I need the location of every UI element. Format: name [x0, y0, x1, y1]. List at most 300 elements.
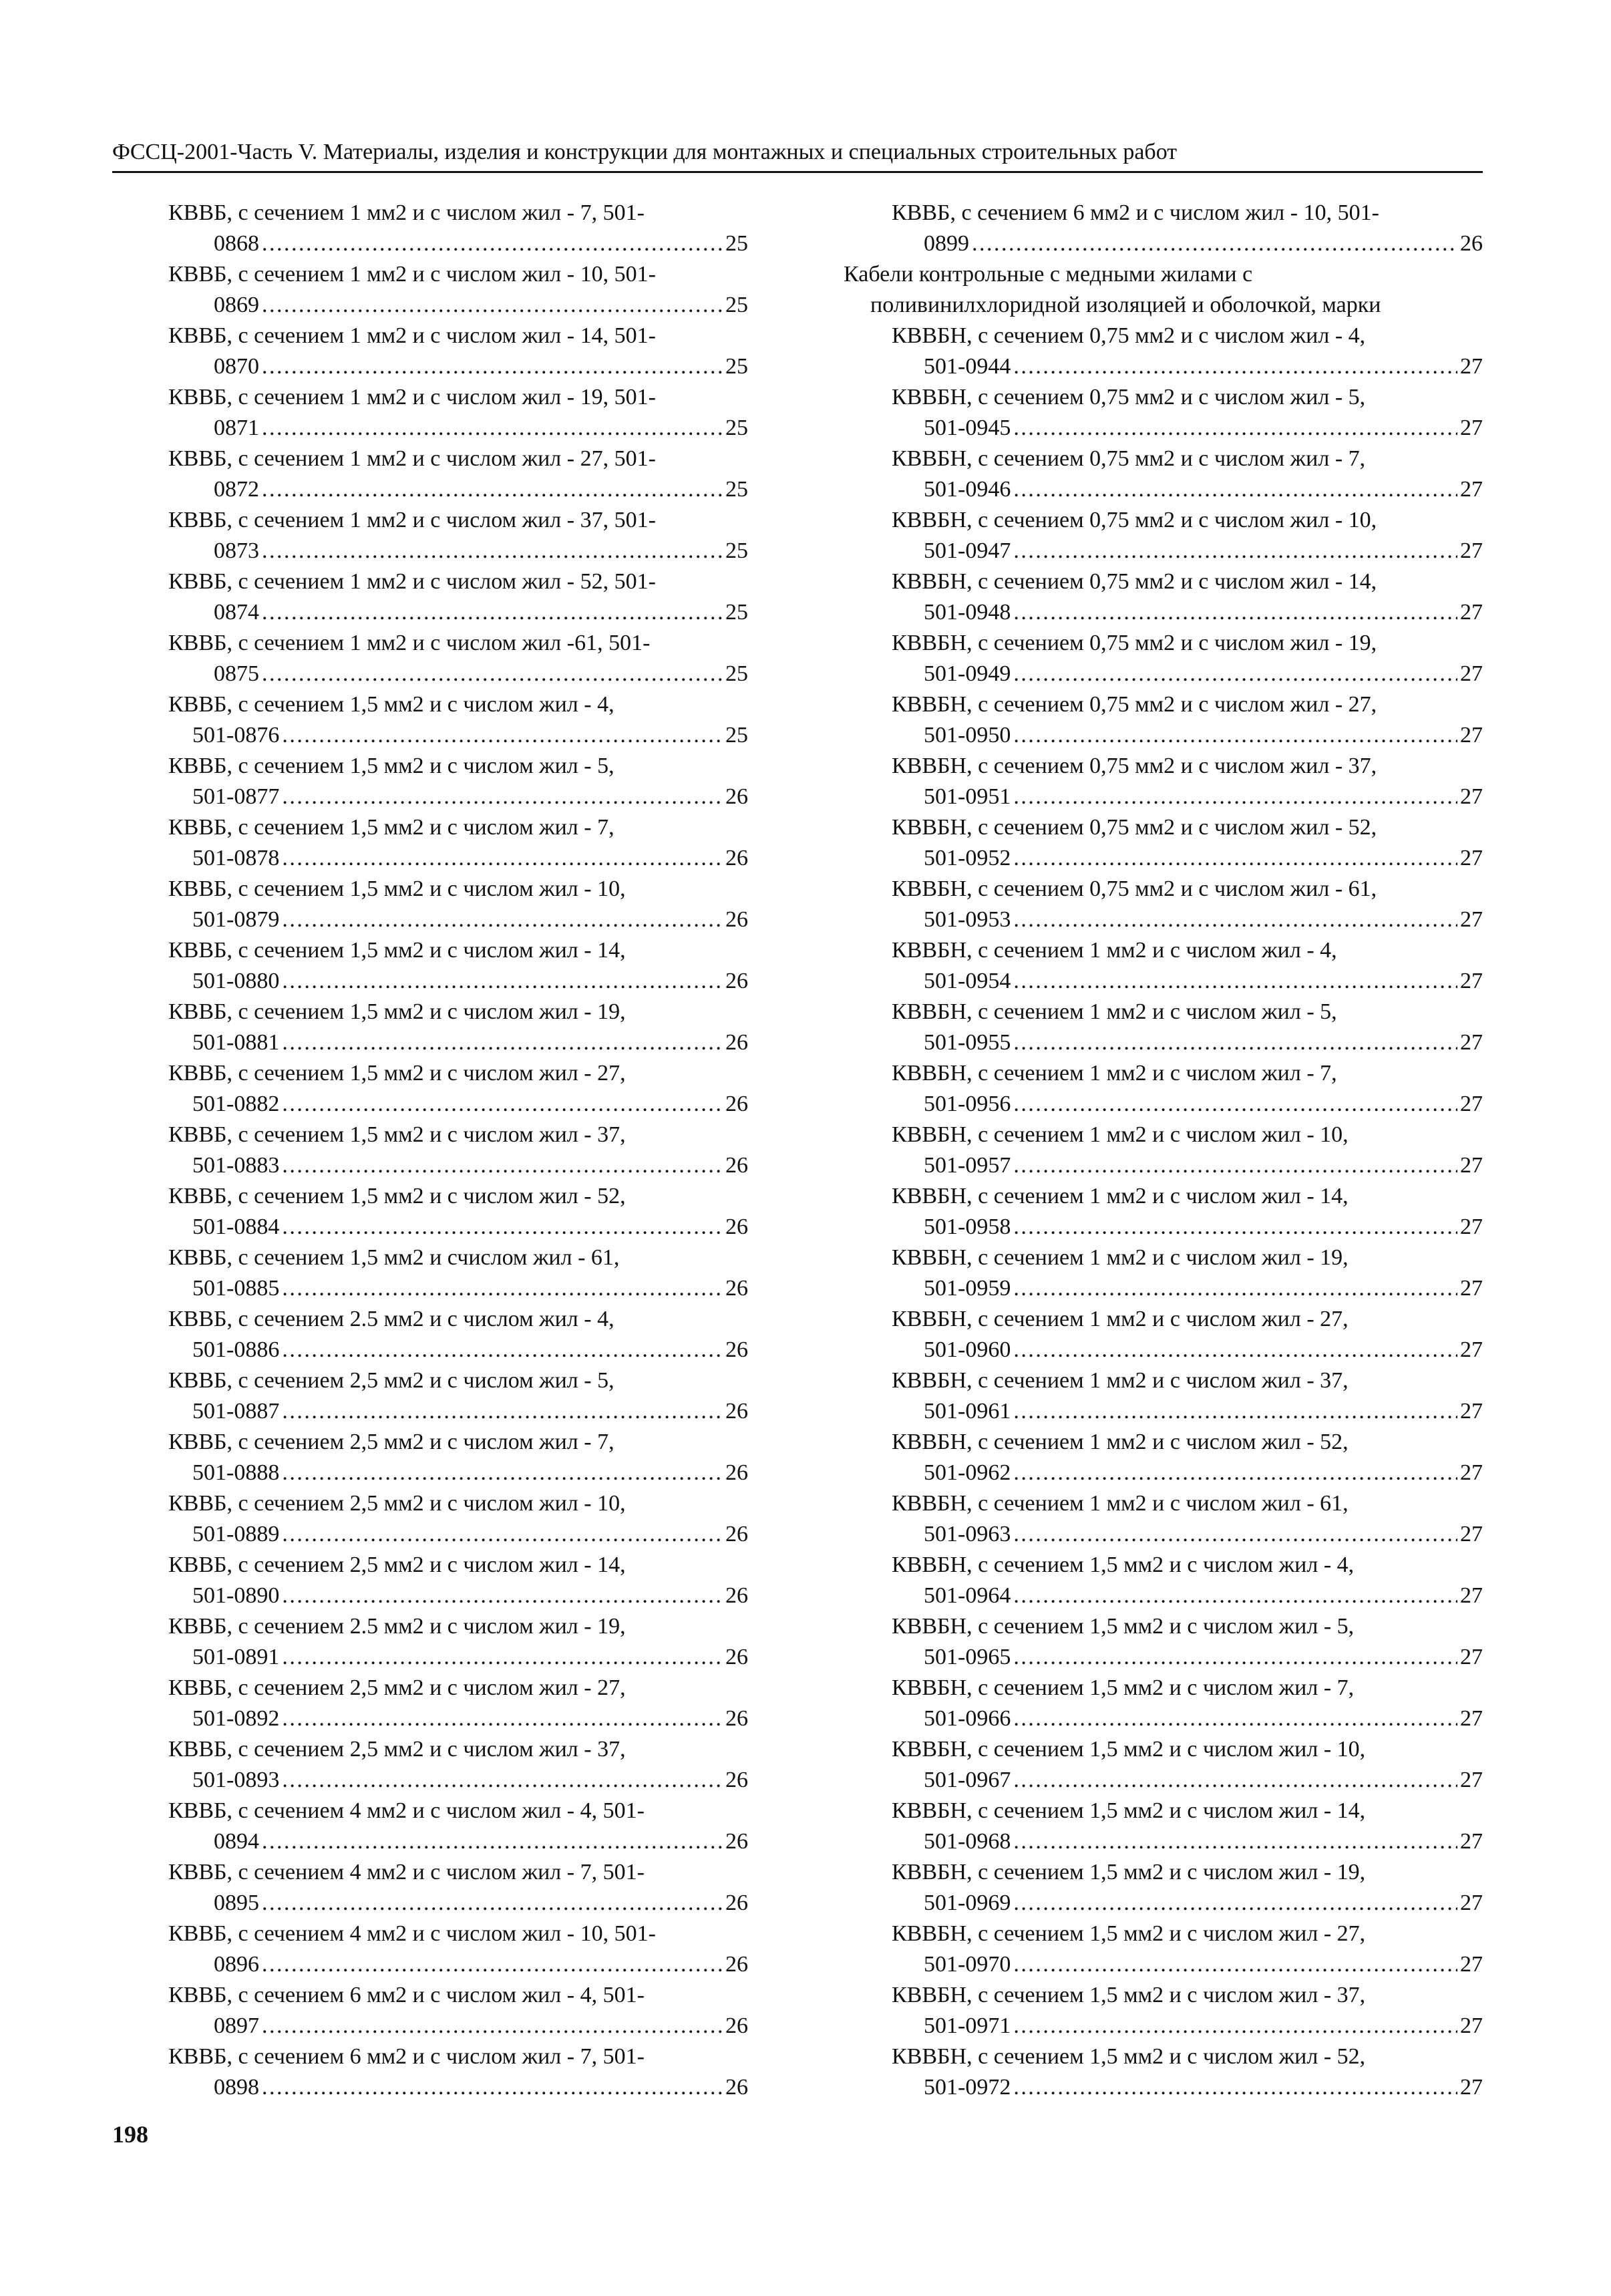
entry-code: 501-0960	[924, 1337, 1011, 1362]
leader-dots	[262, 474, 723, 505]
entry-code: 501-0891	[192, 1645, 280, 1669]
index-entry	[107, 1427, 748, 1488]
entry-page: 26	[725, 1337, 748, 1362]
entry-code: 0896	[214, 1952, 259, 1977]
index-entry	[838, 1980, 1483, 2041]
entry-title: КВВБ, с сечением 2,5 мм2 и с числом жил - 37,	[168, 1737, 626, 1762]
index-entry	[107, 444, 748, 505]
entry-ref-line	[107, 2011, 748, 2041]
index-entry	[107, 812, 748, 874]
entry-code: 501-0963	[924, 1522, 1011, 1546]
entry-ref-line	[838, 1765, 1483, 1796]
entry-ref-line	[107, 1519, 748, 1550]
entry-code: 501-0890	[192, 1583, 280, 1608]
entry-code: 501-0882	[192, 1092, 280, 1116]
entry-code: 501-0959	[924, 1276, 1011, 1301]
entry-page: 25	[725, 600, 748, 625]
index-entry	[107, 1796, 748, 1857]
entry-ref-line	[838, 1212, 1483, 1243]
index-entry	[838, 812, 1483, 874]
leader-dots	[1013, 2011, 1457, 2041]
entry-ref-line	[107, 1396, 748, 1427]
entry-title: КВВБН, с сечением 1,5 мм2 и с числом жил - 37,	[892, 1983, 1366, 2007]
leader-dots	[262, 290, 723, 321]
entry-ref-line	[107, 659, 748, 689]
leader-dots	[1013, 1642, 1457, 1673]
index-entry	[838, 1058, 1483, 1120]
index-entry	[838, 1120, 1483, 1181]
entry-title: КВВБ, с сечением 2,5 мм2 и с числом жил - 14,	[168, 1552, 626, 1577]
entry-code: 501-0944	[924, 354, 1011, 379]
right-entry-list	[838, 321, 1483, 2103]
entry-code: 501-0946	[924, 477, 1011, 502]
index-entry	[838, 198, 1483, 259]
index-entry	[838, 1181, 1483, 1243]
entry-page: 26	[725, 1645, 748, 1669]
index-entry	[107, 689, 748, 751]
entry-page: 27	[1460, 1522, 1483, 1546]
entry-code: 501-0965	[924, 1645, 1011, 1669]
entry-code: 501-0957	[924, 1153, 1011, 1178]
entry-page: 27	[1460, 784, 1483, 809]
entry-title: КВВБН, с сечением 0,75 мм2 и с числом жил - 37,	[892, 754, 1377, 778]
entry-code: 501-0879	[192, 907, 280, 932]
entry-ref-line	[107, 966, 748, 997]
entry-ref-line	[838, 782, 1483, 812]
leader-dots	[1013, 1765, 1457, 1796]
entry-ref-line	[838, 1888, 1483, 1919]
entry-page: 26	[1460, 231, 1483, 256]
entry-code: 0899	[924, 231, 969, 256]
entry-code: 501-0876	[192, 723, 280, 748]
entry-ref-line	[838, 474, 1483, 505]
entry-page: 27	[1460, 1891, 1483, 1915]
entry-page: 27	[1460, 846, 1483, 870]
entry-code: 501-0964	[924, 1583, 1011, 1608]
leader-dots	[282, 1765, 723, 1796]
entry-title: КВВБН, с сечением 1 мм2 и с числом жил - 19,	[892, 1245, 1349, 1270]
entry-page: 27	[1460, 1399, 1483, 1424]
entry-page: 27	[1460, 1645, 1483, 1669]
leader-dots	[282, 966, 723, 997]
entry-page: 25	[725, 477, 748, 502]
index-entry	[838, 2041, 1483, 2103]
entry-code: 501-0892	[192, 1706, 280, 1731]
entry-page: 26	[725, 1706, 748, 1731]
entry-code: 501-0952	[924, 846, 1011, 870]
entry-page: 27	[1460, 907, 1483, 932]
index-entry	[107, 751, 748, 812]
entry-title: КВВБН, с сечением 0,75 мм2 и с числом жил - 61,	[892, 876, 1377, 901]
index-entry	[838, 1673, 1483, 1734]
entry-code: 501-0955	[924, 1030, 1011, 1055]
entry-ref-line	[107, 1703, 748, 1734]
entry-ref-line	[107, 782, 748, 812]
entry-ref-line	[107, 1150, 748, 1181]
entry-title: КВВБ, с сечением 1 мм2 и с числом жил - 37, 501-	[168, 508, 656, 532]
entry-title: КВВБ, с сечением 1,5 мм2 и с числом жил - 19,	[168, 999, 626, 1024]
entry-ref-line	[838, 905, 1483, 935]
index-entry	[107, 874, 748, 935]
entry-ref-line	[838, 1458, 1483, 1488]
index-entry	[838, 1427, 1483, 1488]
leader-dots	[262, 536, 723, 566]
leader-dots	[1013, 1519, 1457, 1550]
entry-page: 26	[725, 969, 748, 993]
entry-title: КВВБН, с сечением 0,75 мм2 и с числом жил - 52,	[892, 815, 1377, 840]
leader-dots	[1013, 720, 1457, 751]
entry-ref-line	[107, 1335, 748, 1365]
index-entry	[838, 1611, 1483, 1673]
index-entry	[838, 1488, 1483, 1550]
leader-dots	[262, 2011, 723, 2041]
index-entry	[107, 628, 748, 689]
leader-dots	[1013, 659, 1457, 689]
entry-title: КВВБ, с сечением 6 мм2 и с числом жил - 7, 501-	[168, 2044, 645, 2069]
index-entry	[107, 1857, 748, 1919]
entry-code: 501-0950	[924, 723, 1011, 748]
entry-page: 25	[725, 354, 748, 379]
entry-title: КВВБ, с сечением 1,5 мм2 и счислом жил - 61,	[168, 1245, 620, 1270]
index-entry	[838, 1919, 1483, 1980]
entry-code: 0898	[214, 2075, 259, 2100]
entry-ref-line	[838, 228, 1483, 259]
running-header: ФССЦ-2001-Часть V. Материалы, изделия и конструкции для монтажных и специальных строительных работ	[112, 140, 1178, 164]
index-entry	[838, 751, 1483, 812]
entry-ref-line	[838, 2072, 1483, 2103]
entry-ref-line	[838, 1703, 1483, 1734]
leader-dots	[1013, 1335, 1457, 1365]
entry-ref-line	[838, 1273, 1483, 1304]
entry-ref-line	[107, 1581, 748, 1611]
entry-code: 0871	[214, 416, 259, 440]
leader-dots	[262, 1826, 723, 1857]
entry-code: 501-0885	[192, 1276, 280, 1301]
entry-code: 0870	[214, 354, 259, 379]
index-entry	[107, 1243, 748, 1304]
leader-dots	[1013, 1273, 1457, 1304]
entry-page: 27	[1460, 2013, 1483, 2038]
index-entry	[107, 321, 748, 382]
entry-ref-line	[107, 2072, 748, 2103]
entry-title: КВВБН, с сечением 1,5 мм2 и с числом жил - 52,	[892, 2044, 1366, 2069]
index-entry	[838, 935, 1483, 997]
entry-ref-line	[838, 1027, 1483, 1058]
entry-ref-line	[838, 659, 1483, 689]
entry-ref-line	[107, 1826, 748, 1857]
leader-dots	[282, 1150, 723, 1181]
entry-page: 26	[725, 1829, 748, 1854]
entry-ref-line	[107, 351, 748, 382]
entry-ref-line	[838, 1396, 1483, 1427]
entry-code: 0872	[214, 477, 259, 502]
index-entry	[107, 1673, 748, 1734]
entry-page: 27	[1460, 1337, 1483, 1362]
index-entry	[107, 1488, 748, 1550]
index-entry	[838, 1796, 1483, 1857]
leader-dots	[1013, 1396, 1457, 1427]
entry-page: 27	[1460, 477, 1483, 502]
entry-page: 27	[1460, 600, 1483, 625]
leader-dots	[282, 1335, 723, 1365]
index-entry	[838, 1550, 1483, 1611]
entry-title: КВВБН, с сечением 1 мм2 и с числом жил - 37,	[892, 1368, 1349, 1393]
entry-ref-line	[838, 843, 1483, 874]
entry-page: 26	[725, 1522, 748, 1546]
entry-ref-line	[838, 1826, 1483, 1857]
entry-page: 27	[1460, 1829, 1483, 1854]
entry-code: 501-0947	[924, 538, 1011, 563]
index-entry	[838, 628, 1483, 689]
leader-dots	[262, 413, 723, 444]
leader-dots	[1013, 1089, 1457, 1120]
entry-page: 26	[725, 784, 748, 809]
entry-ref-line	[838, 1335, 1483, 1365]
section-heading	[838, 259, 1483, 321]
entry-page: 27	[1460, 354, 1483, 379]
leader-dots	[282, 1396, 723, 1427]
leader-dots	[1013, 1581, 1457, 1611]
entry-code: 501-0953	[924, 907, 1011, 932]
entry-page: 27	[1460, 538, 1483, 563]
entry-title: КВВБ, с сечением 1,5 мм2 и с числом жил - 5,	[168, 754, 614, 778]
entry-title: КВВБН, с сечением 1 мм2 и с числом жил - 61,	[892, 1491, 1349, 1516]
index-entry	[107, 1734, 748, 1796]
entry-ref-line	[838, 597, 1483, 628]
entry-page: 27	[1460, 723, 1483, 748]
index-entry	[107, 1304, 748, 1365]
index-entry	[107, 1919, 748, 1980]
leader-dots	[282, 1273, 723, 1304]
entry-ref-line	[107, 597, 748, 628]
entry-page: 27	[1460, 1460, 1483, 1485]
entry-title: КВВБН, с сечением 0,75 мм2 и с числом жил - 7,	[892, 446, 1366, 471]
entry-code: 501-0956	[924, 1092, 1011, 1116]
entry-code: 501-0877	[192, 784, 280, 809]
entry-title: КВВБН, с сечением 0,75 мм2 и с числом жил - 10,	[892, 508, 1377, 532]
entry-code: 501-0968	[924, 1829, 1011, 1854]
entry-title: КВВБ, с сечением 1 мм2 и с числом жил - 7, 501-	[168, 200, 645, 225]
leader-dots	[1013, 536, 1457, 566]
entry-title: КВВБ, с сечением 2,5 мм2 и с числом жил - 7,	[168, 1430, 614, 1454]
leader-dots	[282, 1642, 723, 1673]
entry-title: КВВБН, с сечением 0,75 мм2 и с числом жил - 5,	[892, 385, 1366, 409]
leader-dots	[282, 720, 723, 751]
leader-dots	[1013, 905, 1457, 935]
section-heading-line1: Кабели контрольные с медными жилами с	[844, 262, 1253, 287]
entry-title: КВВБН, с сечением 1 мм2 и с числом жил - 10,	[892, 1122, 1349, 1147]
index-entry	[838, 1734, 1483, 1796]
entry-title: КВВБН, с сечением 0,75 мм2 и с числом жил - 14,	[892, 569, 1377, 594]
index-entry	[838, 505, 1483, 566]
entry-code: 501-0972	[924, 2075, 1011, 2100]
entry-code: 501-0880	[192, 969, 280, 993]
entry-code: 501-0962	[924, 1460, 1011, 1485]
entry-code: 501-0951	[924, 784, 1011, 809]
entry-title: КВВБН, с сечением 1,5 мм2 и с числом жил - 10,	[892, 1737, 1366, 1762]
entry-title: КВВБ, с сечением 2,5 мм2 и с числом жил - 5,	[168, 1368, 614, 1393]
index-entry	[107, 1611, 748, 1673]
entry-title: КВВБН, с сечением 0,75 мм2 и с числом жил - 4,	[892, 323, 1366, 348]
entry-page: 26	[725, 1768, 748, 1792]
entry-code: 501-0971	[924, 2013, 1011, 2038]
entry-title: КВВБ, с сечением 2.5 мм2 и с числом жил - 4,	[168, 1307, 614, 1331]
section-heading-line2: поливинилхлоридной изоляцией и оболочкой, марки	[870, 293, 1381, 317]
header-rule	[112, 171, 1483, 173]
entry-title: КВВБ, с сечением 4 мм2 и с числом жил - 7, 501-	[168, 1860, 645, 1884]
entry-code: 501-0884	[192, 1214, 280, 1239]
entry-page: 26	[725, 846, 748, 870]
leader-dots	[1013, 1703, 1457, 1734]
leader-dots	[1013, 1027, 1457, 1058]
leader-dots	[262, 1888, 723, 1919]
entry-page: 27	[1460, 416, 1483, 440]
leader-dots	[282, 1089, 723, 1120]
entry-ref-line	[838, 536, 1483, 566]
leader-dots	[1013, 1150, 1457, 1181]
entry-ref-line	[107, 1027, 748, 1058]
entry-title: КВВБН, с сечением 1,5 мм2 и с числом жил - 7,	[892, 1675, 1355, 1700]
entry-title: КВВБН, с сечением 1 мм2 и с числом жил - 14,	[892, 1184, 1349, 1208]
leader-dots	[262, 597, 723, 628]
index-entry	[838, 444, 1483, 505]
index-entry	[107, 997, 748, 1058]
right-column	[838, 198, 1483, 2103]
entry-ref-line	[107, 720, 748, 751]
leader-dots	[1013, 413, 1457, 444]
entry-title: КВВБН, с сечением 1 мм2 и с числом жил - 4,	[892, 938, 1337, 963]
leader-dots	[1013, 1888, 1457, 1919]
index-entry	[107, 1058, 748, 1120]
entry-code: 0869	[214, 293, 259, 317]
entry-page: 26	[725, 1030, 748, 1055]
index-entry	[107, 935, 748, 997]
entry-code: 0868	[214, 231, 259, 256]
entry-page: 27	[1460, 1276, 1483, 1301]
entry-ref-line	[107, 474, 748, 505]
entry-code: 501-0954	[924, 969, 1011, 993]
leader-dots	[1013, 597, 1457, 628]
entry-ref-line	[838, 720, 1483, 751]
entry-ref-line	[107, 1888, 748, 1919]
index-entry	[107, 259, 748, 321]
entry-code: 501-0888	[192, 1460, 280, 1485]
index-entry	[838, 1365, 1483, 1427]
entry-code: 0875	[214, 661, 259, 686]
index-entry	[107, 566, 748, 628]
entry-title: КВВБ, с сечением 1 мм2 и с числом жил - 19, 501-	[168, 385, 656, 409]
entry-title: КВВБ, с сечением 1 мм2 и с числом жил -61, 501-	[168, 631, 651, 655]
leader-dots	[1013, 1949, 1457, 1980]
entry-page: 26	[725, 907, 748, 932]
entry-code: 501-0969	[924, 1891, 1011, 1915]
entry-title: КВВБ, с сечением 6 мм2 и с числом жил - 10, 501-	[892, 200, 1379, 225]
entry-code: 501-0948	[924, 600, 1011, 625]
entry-page: 26	[725, 1583, 748, 1608]
leader-dots	[262, 1949, 723, 1980]
entry-title: КВВБ, с сечением 1,5 мм2 и с числом жил - 37,	[168, 1122, 626, 1147]
entry-title: КВВБ, с сечением 6 мм2 и с числом жил - 4, 501-	[168, 1983, 645, 2007]
leader-dots	[282, 905, 723, 935]
entry-page: 27	[1460, 1153, 1483, 1178]
entry-code: 0874	[214, 600, 259, 625]
page-number: 198	[112, 2121, 148, 2148]
entry-ref-line	[107, 536, 748, 566]
leader-dots	[1013, 1212, 1457, 1243]
entry-ref-line	[107, 843, 748, 874]
leader-dots	[282, 1519, 723, 1550]
entry-title: КВВБ, с сечением 1,5 мм2 и с числом жил - 14,	[168, 938, 626, 963]
entry-page: 27	[1460, 2075, 1483, 2100]
entry-ref-line	[838, 1642, 1483, 1673]
index-entry	[107, 1980, 748, 2041]
index-entry	[107, 198, 748, 259]
entry-page: 26	[725, 1153, 748, 1178]
index-entry	[838, 321, 1483, 382]
entry-page: 25	[725, 661, 748, 686]
entry-page: 27	[1460, 1768, 1483, 1792]
entry-title: КВВБ, с сечением 1,5 мм2 и с числом жил - 52,	[168, 1184, 626, 1208]
leader-dots	[1013, 843, 1457, 874]
entry-page: 25	[725, 723, 748, 748]
entry-title: КВВБ, с сечением 1 мм2 и с числом жил - 10, 501-	[168, 262, 656, 287]
entry-page: 26	[725, 1460, 748, 1485]
entry-code: 501-0887	[192, 1399, 280, 1424]
index-entry	[838, 382, 1483, 444]
entry-title: КВВБН, с сечением 1 мм2 и с числом жил - 27,	[892, 1307, 1349, 1331]
entry-title: КВВБ, с сечением 1,5 мм2 и с числом жил - 7,	[168, 815, 614, 840]
entry-page: 26	[725, 1399, 748, 1424]
entry-ref-line	[107, 905, 748, 935]
entry-code: 0873	[214, 538, 259, 563]
entry-title: КВВБ, с сечением 1,5 мм2 и с числом жил - 10,	[168, 876, 626, 901]
entry-title: КВВБН, с сечением 1,5 мм2 и с числом жил - 14,	[892, 1798, 1366, 1823]
leader-dots	[1013, 351, 1457, 382]
entry-code: 501-0945	[924, 416, 1011, 440]
leader-dots	[282, 1703, 723, 1734]
entry-code: 501-0883	[192, 1153, 280, 1178]
entry-page: 26	[725, 1214, 748, 1239]
index-entry	[107, 382, 748, 444]
leader-dots	[972, 228, 1457, 259]
entry-code: 501-0889	[192, 1522, 280, 1546]
leader-dots	[262, 228, 723, 259]
entry-ref-line	[107, 1273, 748, 1304]
entry-page: 27	[1460, 1706, 1483, 1731]
leader-dots	[282, 1581, 723, 1611]
entry-ref-line	[838, 1519, 1483, 1550]
leader-dots	[262, 2072, 723, 2103]
entry-code: 0895	[214, 1891, 259, 1915]
index-entry	[838, 874, 1483, 935]
entry-ref-line	[838, 1949, 1483, 1980]
index-entry	[838, 997, 1483, 1058]
entry-code: 501-0958	[924, 1214, 1011, 1239]
index-entry	[838, 1243, 1483, 1304]
entry-title: КВВБ, с сечением 2,5 мм2 и с числом жил - 27,	[168, 1675, 626, 1700]
entry-code: 501-0949	[924, 661, 1011, 686]
index-entry	[838, 1304, 1483, 1365]
entry-ref-line	[107, 228, 748, 259]
leader-dots	[1013, 474, 1457, 505]
entry-ref-line	[838, 1089, 1483, 1120]
entry-code: 501-0970	[924, 1952, 1011, 1977]
entry-page: 26	[725, 1952, 748, 1977]
leader-dots	[282, 782, 723, 812]
entry-page: 27	[1460, 1092, 1483, 1116]
leader-dots	[1013, 782, 1457, 812]
entry-page: 27	[1460, 661, 1483, 686]
